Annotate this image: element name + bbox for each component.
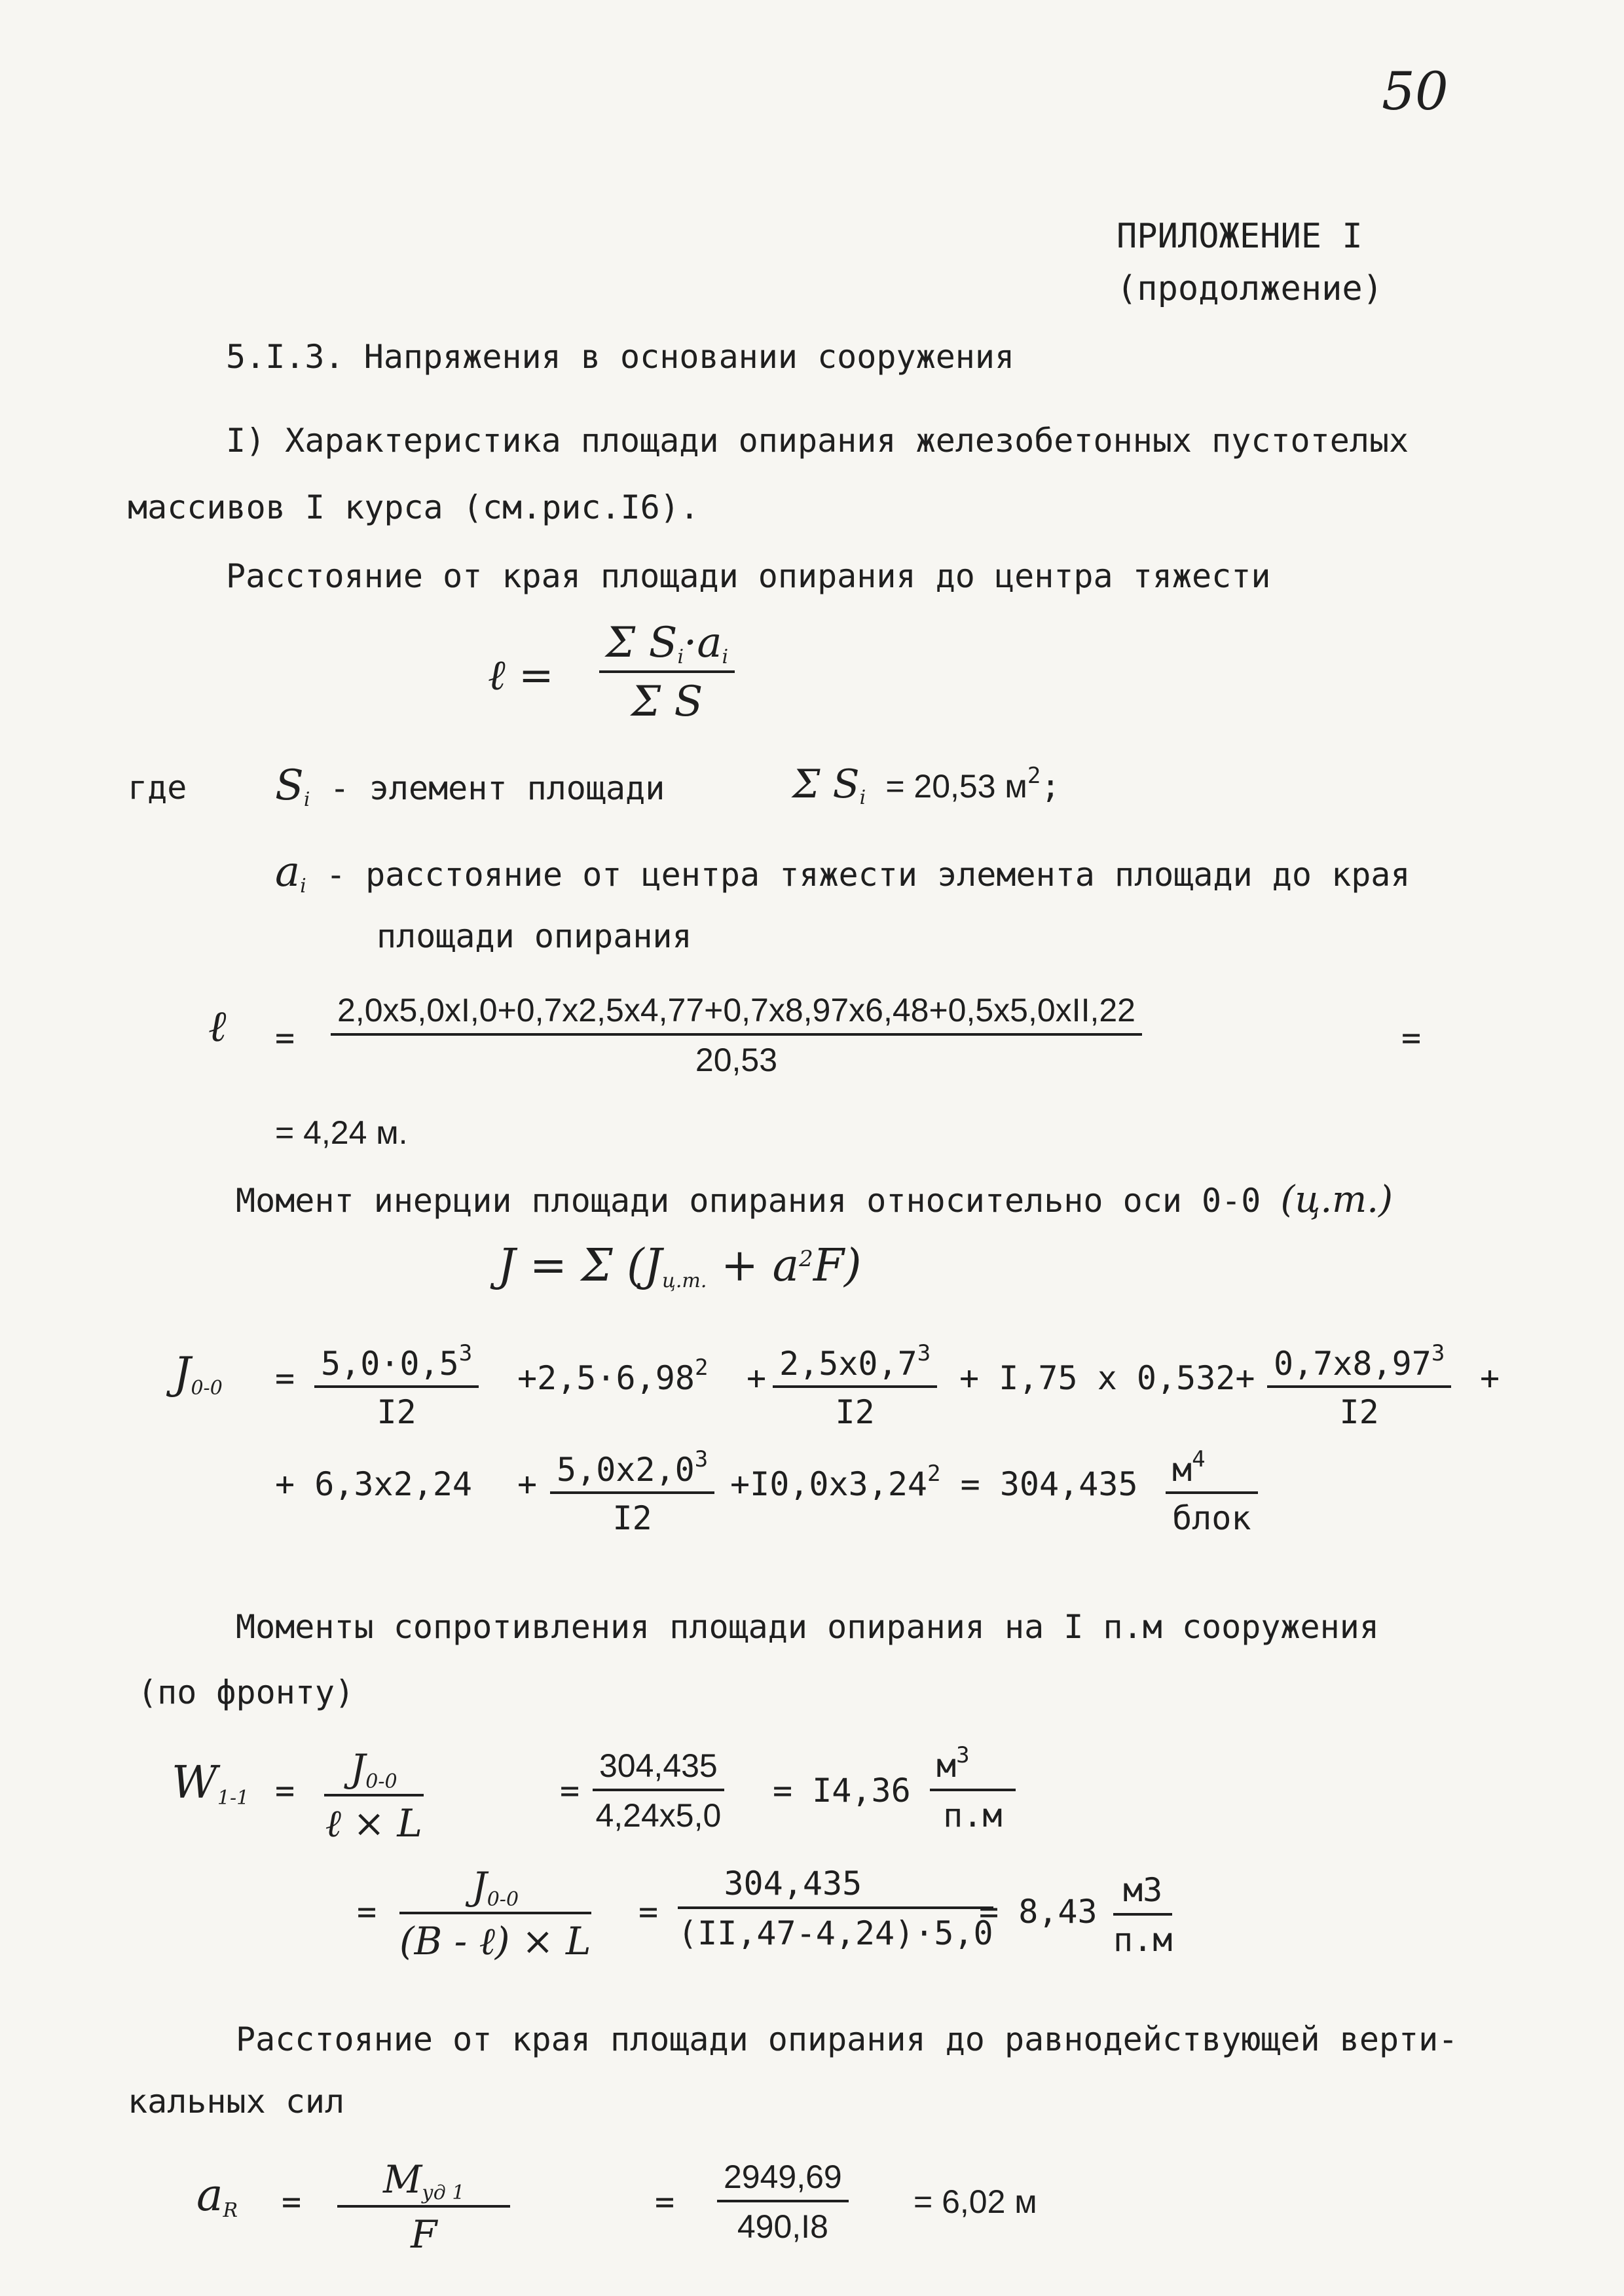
calc-j-eq: = (275, 1359, 295, 1397)
calc-w-eq-4: = (638, 1893, 659, 1931)
calc-l-numerator: 2,0x5,0xI,0+0,7x2,5x4,77+0,7x8,97x6,48+0,5x5,0xII,22 (337, 992, 1135, 1029)
calc-j-line2-start: + 6,3x2,24 (275, 1465, 473, 1503)
calc-j-fraction-1: $\frac{5,0\cdot 0,5^3}{I2}$ (314, 1347, 479, 1429)
formula-l-fraction (599, 619, 735, 726)
where-sum-value: Σ $S_i = 20,53$ $м^2$; (792, 761, 1061, 809)
calc-j-term-3: + I,75 x 0,532+ (959, 1359, 1255, 1397)
calc-l-tail: = (1401, 1019, 1422, 1057)
formula-l-lhs: ℓ = (488, 651, 554, 700)
inertia-intro: Момент инерции площади опирания относительно оси 0-0 (ц.т.) (236, 1178, 1393, 1221)
calc-w-fraction-numeric-1: 304,435 4,24x5,0 (593, 1749, 724, 1832)
calc-j-fraction-4: $\frac{5,0x2,0^3}{I2}$ (550, 1453, 714, 1535)
item1-line2: массивов I курса (см.рис.I6). (128, 488, 699, 526)
calc-j-fraction-2: $\frac{2,5x0,7^3}{I2}$ (773, 1347, 937, 1429)
calc-w-result-1: = I4,36 (773, 1772, 911, 1810)
calc-j-term-4: $+I0,0x3,24^2 = 304,435$ (730, 1461, 1138, 1503)
calc-w-eq-2: = (560, 1772, 580, 1810)
calc-l-eq: = (275, 1019, 295, 1057)
section-title: 5.I.3. Напряжения в основании сооружения (226, 338, 1015, 376)
calc-j-plus-2: + (517, 1465, 538, 1503)
calc-j-lhs: $J_{0-0}$ (174, 1348, 223, 1400)
calc-j-fraction-3: $\frac{0,7x8,97^3}{I2}$ (1267, 1347, 1451, 1429)
where-word: где (128, 769, 187, 807)
calc-w-result-2: = 8,43 (979, 1893, 1098, 1931)
moments-intro-line2: (по фронту) (138, 1673, 355, 1711)
calc-l-denominator: 20,53 (695, 1042, 778, 1078)
calc-a-eq: = (282, 2183, 302, 2221)
appendix-continuation: (продолжение) (1116, 269, 1383, 308)
calc-a-fraction-numeric: 2949,69 490,I8 (717, 2160, 849, 2243)
calc-j-unit: $м^4$ блок (1166, 1453, 1258, 1535)
calc-l-lhs: ℓ (208, 1001, 227, 1051)
calc-w-eq-3: = (357, 1893, 377, 1931)
where-s-definition: $S_i$ - элемент площади (275, 761, 665, 811)
where-a-definition: $a_i$ - расстояние от центра тяжести элемента площади до края (275, 848, 1411, 898)
calc-l-result: = 4,24 м. (275, 1114, 408, 1151)
calc-w-eq: = (275, 1772, 295, 1810)
where-a-definition-cont: площади опирания (377, 917, 692, 955)
item1-line1: I) Характеристика площади опирания железобетонных пустотелых (226, 422, 1409, 460)
page-number: 50 (1382, 61, 1449, 122)
calc-w-fraction-symbolic-1: $J_{0-0}$ ℓ × L (325, 1746, 422, 1846)
calc-w-fraction-symbolic-2: $J_{0-0}$ (B - ℓ) × L (399, 1864, 591, 1963)
formula-l-numerator: Σ $S_i\cdot a_i$ (606, 619, 729, 668)
calc-w-unit-2: м3 п.м (1113, 1871, 1173, 1959)
calc-j-plus-end: + (1480, 1359, 1500, 1397)
calc-w-lhs: $W_{1-1}$ (172, 1757, 249, 1810)
distance-intro: Расстояние от края площади опирания до центра тяжести (226, 557, 1271, 595)
formula-l-denominator: Σ S (631, 678, 703, 726)
calc-a-eq-2: = (655, 2183, 675, 2221)
calc-w-fraction-numeric-2: 304,435 (II,47-4,24)·5,0 (678, 1865, 993, 1952)
calc-a-fraction-symbolic: $M_{уд 1}$ F (337, 2160, 510, 2253)
calc-a-lhs: $a_R$ (196, 2170, 238, 2222)
calc-j-term-2: $+2,5\cdot 6,98^2$ (517, 1355, 709, 1397)
resultant-intro-line1: Расстояние от края площади опирания до равнодействующей верти- (236, 2020, 1458, 2058)
moments-intro-line1: Моменты сопротивления площади опирания на I п.м сооружения (236, 1608, 1379, 1646)
resultant-intro-line2: кальных сил (128, 2083, 345, 2121)
calc-w-unit-1: $м^3$ п.м (930, 1749, 1016, 1832)
calc-a-result: = 6,02 м (913, 2183, 1037, 2220)
formula-j: J = Σ $(J_{ц.т.} + a^2F)$ (498, 1240, 862, 1292)
appendix-title: ПРИЛОЖЕНИЕ I (1116, 217, 1363, 256)
calc-l-fraction (331, 994, 1142, 1076)
calc-j-plus-1: + (747, 1359, 767, 1397)
